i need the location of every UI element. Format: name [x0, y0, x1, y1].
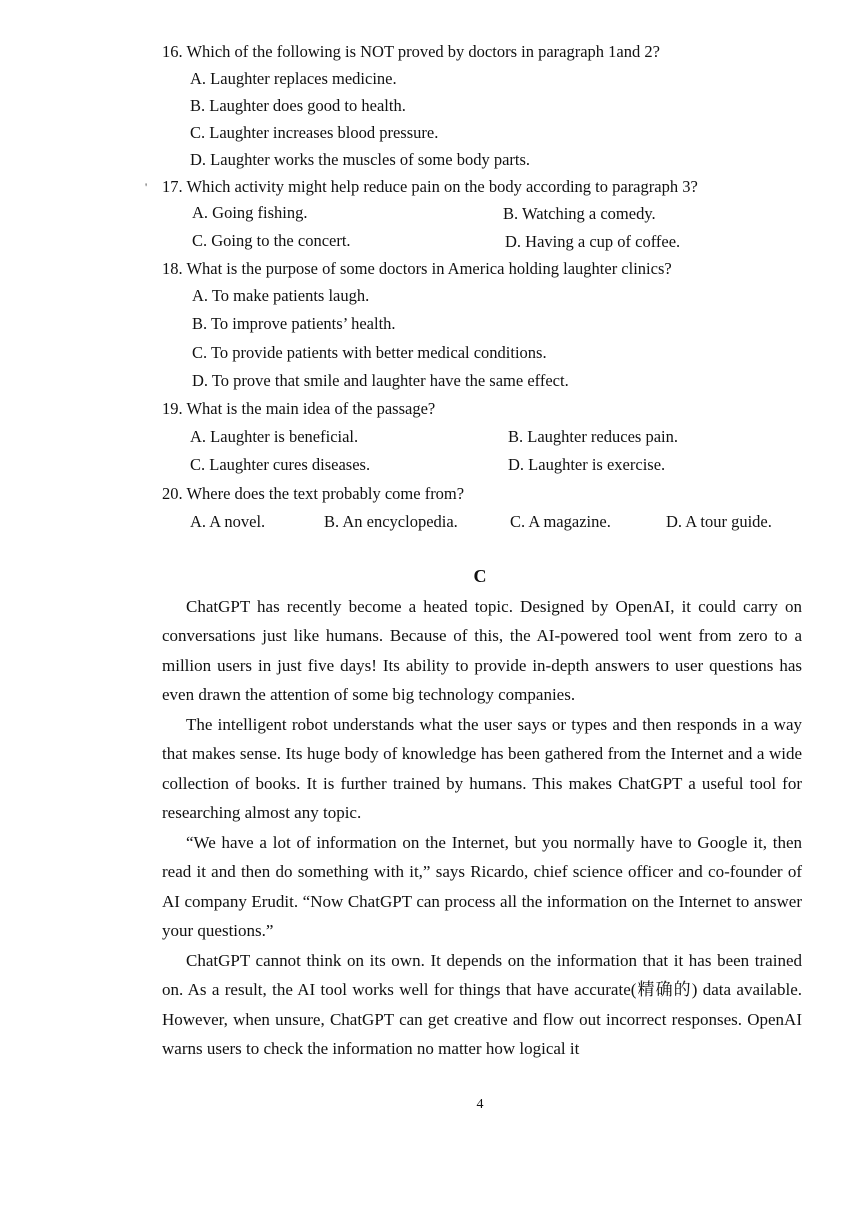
- question-16-option-b: B. Laughter does good to health.: [190, 96, 406, 115]
- question-20-option-a: A. A novel.: [190, 512, 266, 531]
- question-19-stem: 19. What is the main idea of the passage?: [162, 399, 436, 418]
- question-16-option-a: A. Laughter replaces medicine.: [190, 69, 397, 88]
- question-16-option-d: D. Laughter works the muscles of some body parts.: [190, 150, 531, 169]
- passage-paragraph-3: “We have a lot of information on the Internet, but you normally have to Google it, then read it and then do something with it,” says Ricardo, chief science officer and co-founder of AI company Erudit. “Now ChatGPT can process all the information on the Internet to answer your questions.”: [162, 833, 802, 941]
- question-17-option-a: A. Going fishing.: [192, 203, 308, 222]
- question-17-option-c: C. Going to the concert.: [192, 231, 351, 250]
- question-20-stem: 20. Where does the text probably come from?: [162, 484, 465, 503]
- page-number: 4: [476, 1097, 484, 1112]
- question-18-option-b: B. To improve patients’ health.: [192, 314, 396, 333]
- question-16-option-c: C. Laughter increases blood pressure.: [190, 123, 439, 142]
- question-18-option-d: D. To prove that smile and laughter have the same effect.: [192, 371, 569, 390]
- question-17-option-b: B. Watching a comedy.: [503, 204, 656, 223]
- question-19-option-a: A. Laughter is beneficial.: [190, 427, 359, 446]
- question-18-option-c: C. To provide patients with better medical conditions.: [192, 343, 547, 362]
- question-16-stem: 16. Which of the following is NOT proved by doctors in paragraph 1and 2?: [162, 42, 660, 61]
- question-18-option-a: A. To make patients laugh.: [192, 286, 370, 305]
- passage-paragraph-1: ChatGPT has recently become a heated topic. Designed by OpenAI, it could carry on conversations just like humans. Because of this, the AI-powered tool went from zero to a million users in just five days! Its ability to provide in-depth answers to user questions has even drawn the attention of some big technology companies.: [162, 597, 802, 705]
- question-19-option-c: C. Laughter cures diseases.: [190, 455, 371, 474]
- passage-paragraph-4: ChatGPT cannot think on its own. It depends on the information that it has been trained on. As a result, the AI tool works well for things that have accurate(精确的) data available. However, when unsure, ChatGPT can get creative and flow out incorrect responses. OpenAI warns users to check the information no matter how logical it: [162, 951, 802, 1059]
- passage-paragraph-2: The intelligent robot understands what the user says or types and then responds in a way that makes sense. Its huge body of knowledge has been gathered from the Internet and a wide collection of books. It is further trained by humans. This makes ChatGPT a useful tool for researching almost any topic.: [162, 715, 802, 823]
- margin-mark: ': [145, 180, 148, 194]
- question-20-option-c: C. A magazine.: [510, 512, 611, 531]
- question-19-option-b: B. Laughter reduces pain.: [508, 427, 678, 446]
- question-19-option-d: D. Laughter is exercise.: [508, 455, 666, 474]
- question-20-option-b: B. An encyclopedia.: [324, 512, 458, 531]
- section-heading: C: [473, 566, 487, 586]
- question-17-stem: 17. Which activity might help reduce pain on the body according to paragraph 3?: [162, 177, 698, 196]
- question-20-option-d: D. A tour guide.: [666, 512, 772, 531]
- question-17-option-d: D. Having a cup of coffee.: [505, 232, 681, 251]
- question-18-stem: 18. What is the purpose of some doctors in America holding laughter clinics?: [162, 259, 672, 278]
